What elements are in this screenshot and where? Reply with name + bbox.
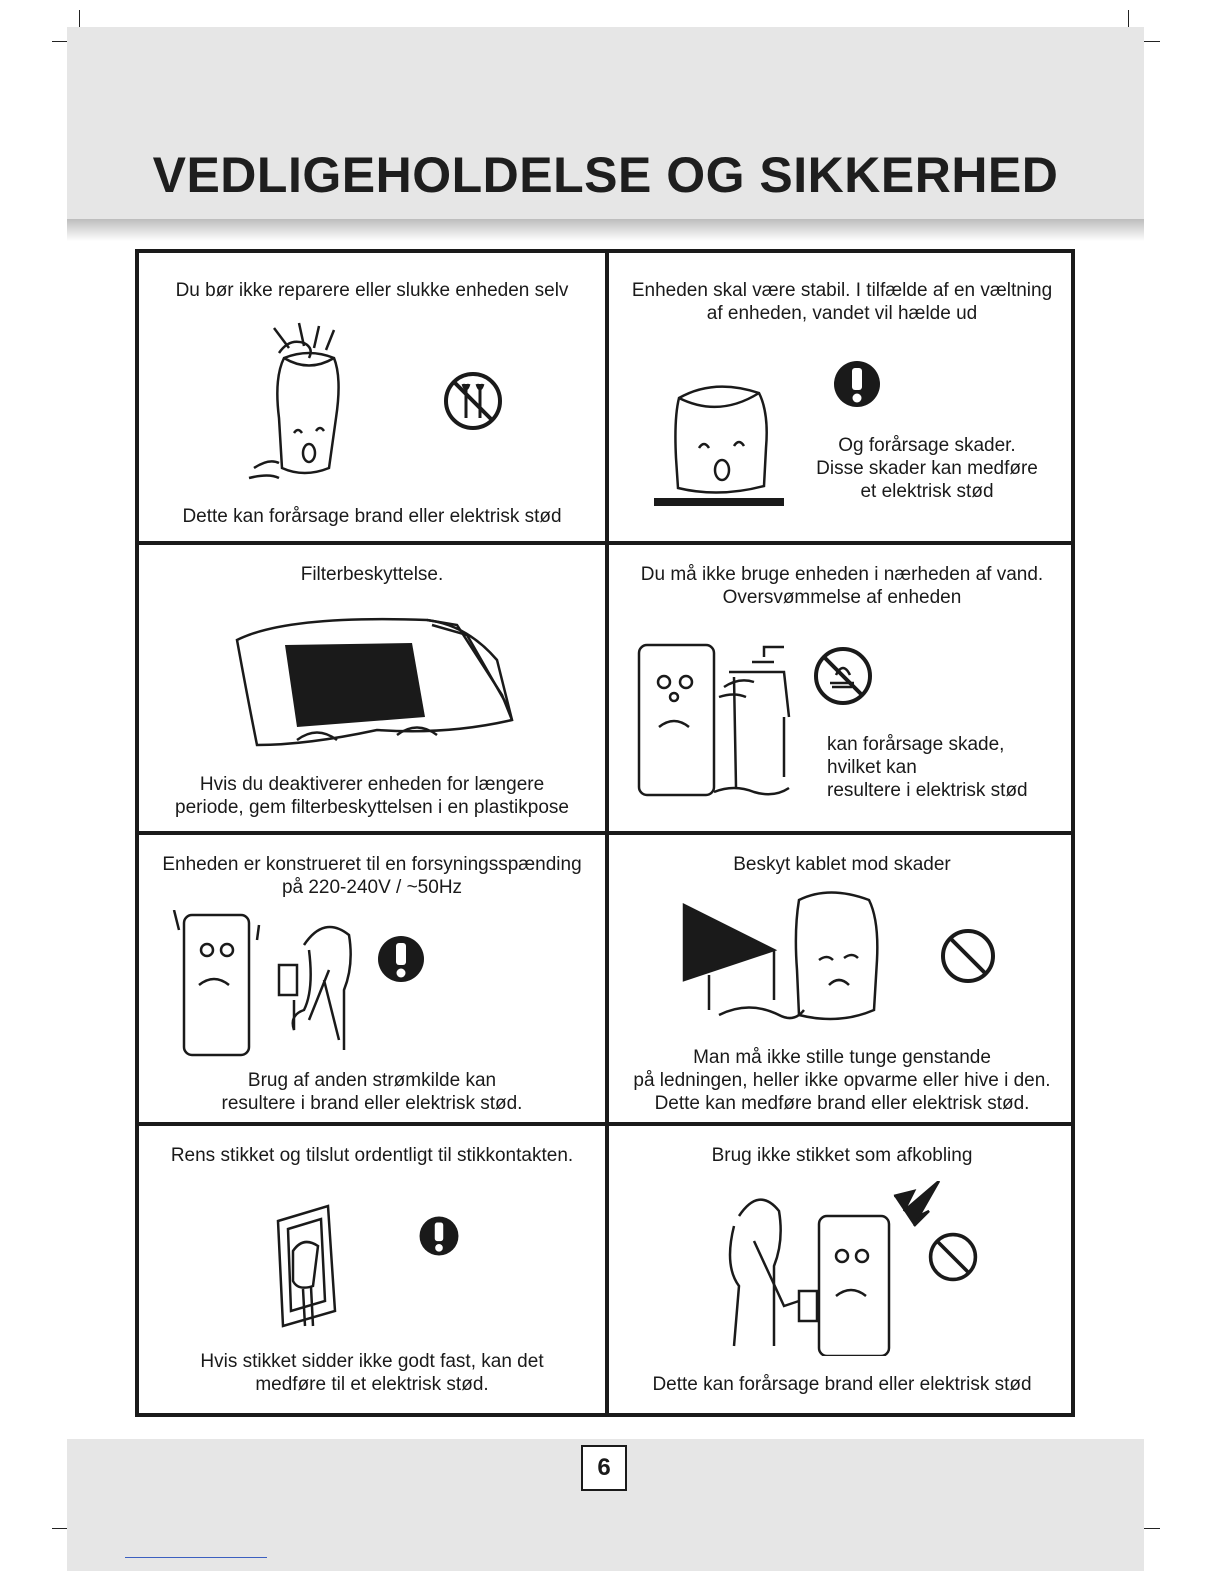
safety-grid [135, 249, 1075, 1417]
warning-icon [831, 358, 883, 410]
cell-caption: Man må ikke stille tunge genstande på ledningen, heller ikke opvarme eller hive i den. Dette kan medføre brand eller elektrisk stød. [633, 1047, 1051, 1114]
cell-caption: Hvis du deaktiverer enheden for længere periode, gem filterbeskyttelsen i en plastikpose [175, 774, 569, 818]
cell-heading: Beskyt kablet mod skader [733, 854, 951, 875]
safety-cell-stability [609, 253, 1075, 541]
cell-heading: Enheden er konstrueret til en forsyningsspænding på 220-240V / ~50Hz [162, 854, 582, 898]
no-tools-icon [442, 370, 504, 432]
no-water-icon [812, 645, 874, 707]
prohibited-icon [927, 1231, 979, 1283]
cell-heading: Du må ikke bruge enheden i nærheden af vand. Oversvømmelse af enheden [640, 564, 1044, 608]
cell-heading: Brug ikke stikket som afkobling [711, 1145, 973, 1166]
cell-caption: Og forårsage skader. Disse skader kan medføre et elektrisk stød [816, 435, 1038, 502]
safety-cell-plug-clean [139, 1126, 605, 1413]
footer-line [125, 1557, 267, 1558]
crop-mark [1144, 41, 1160, 42]
appliance-water-illustration [634, 637, 794, 802]
prohibited-icon [939, 927, 997, 985]
appliance-repair-illustration [244, 318, 364, 488]
cell-caption: Dette kan forårsage brand eller elektrisk stød [182, 506, 562, 527]
cell-heading: Enheden skal være stabil. I tilfælde af en væltning af enheden, vandet vil hælde ud [631, 280, 1053, 324]
crop-mark [1144, 1528, 1160, 1529]
crop-mark [79, 10, 80, 28]
cell-heading: Du bør ikke reparere eller slukke enheden selv [175, 280, 569, 301]
cell-heading: Filterbeskyttelse. [300, 564, 444, 585]
crop-mark [1128, 10, 1129, 28]
safety-cell-voltage [139, 835, 605, 1122]
safety-cell-no-repair [139, 253, 605, 541]
header-shadow [67, 219, 1144, 241]
cell-caption: Dette kan forårsage brand eller elektrisk stød [652, 1374, 1032, 1395]
safety-cell-plug-disconnect [609, 1126, 1075, 1413]
plug-disconnect-illustration [714, 1181, 954, 1356]
crop-mark [52, 1528, 68, 1529]
cell-caption: Brug af anden strømkilde kan resultere i brand eller elektrisk stød. [221, 1070, 523, 1114]
cell-caption: Hvis stikket sidder ikke godt fast, kan det medføre til et elektrisk stød. [200, 1351, 544, 1395]
plug-socket-illustration [273, 1201, 345, 1331]
cell-heading: Rens stikket og tilslut ordentligt til stikkontakten. [170, 1145, 574, 1166]
page-number: 6 [581, 1445, 627, 1491]
appliance-outlet-illustration [169, 910, 364, 1060]
crop-mark [52, 41, 68, 42]
cell-caption: kan forårsage skade, hvilket kan resultere i elektrisk stød [827, 734, 1028, 801]
safety-cell-cable [609, 835, 1075, 1122]
safety-cell-filter [139, 545, 605, 831]
filter-illustration [227, 605, 517, 755]
page-title: VEDLIGEHOLDELSE OG SIKKERHED [152, 147, 1059, 203]
warning-icon [375, 933, 427, 985]
cable-damage-illustration [679, 890, 889, 1030]
safety-cell-water [609, 545, 1075, 831]
warning-icon [417, 1214, 461, 1258]
